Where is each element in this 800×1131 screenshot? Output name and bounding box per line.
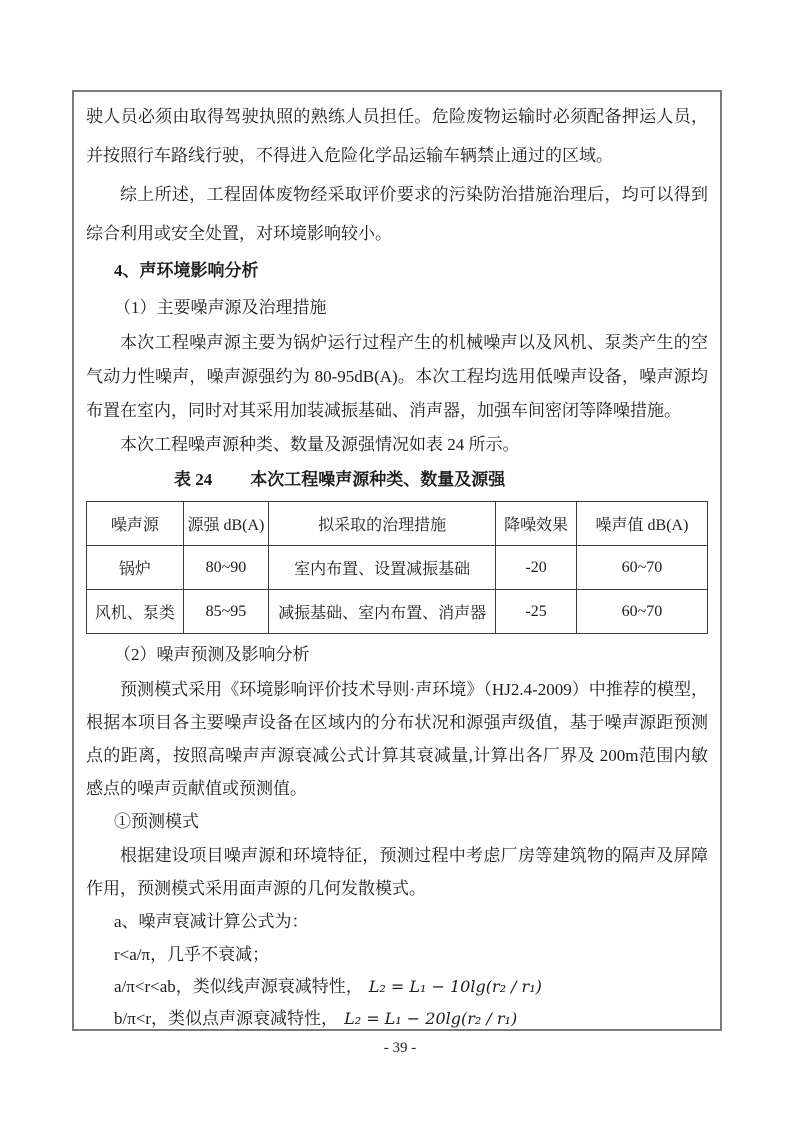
cell-effect: -25	[496, 590, 577, 634]
table-caption-label: 表 24	[174, 470, 213, 489]
cell-measures: 室内布置、设置减振基础	[268, 546, 495, 590]
cell-value: 60~70	[576, 590, 707, 634]
formula-condition: b/π<r，类似点声源衰减特性，	[114, 1009, 339, 1028]
cell-source: 锅炉	[87, 546, 184, 590]
cell-effect: -20	[496, 546, 577, 590]
paragraph-noise-sources: 本次工程噪声源主要为锅炉运行过程产生的机械噪声以及风机、泵类产生的空气动力性噪声，噪声源强约为 80-95dB(A)。本次工程均选用低噪声设备，噪声源均布置在室内，同时对其采用加装减振基础、消声器，加强车间密闭等降噪措施。	[86, 333, 708, 420]
heading-prediction-mode: ①预测模式	[114, 812, 199, 831]
paragraph-prediction-model: 预测模式采用《环境影响评价技术导则·声环境》（HJ2.4-2009）中推荐的模型，根据本项目各主要噪声设备在区域内的分布状况和源强声级值，基于噪声源距预测点的距离，按照高噪声声源衰减公式计算其衰减量,计算出各厂界及 200m范围内敏感点的噪声贡献值或预测值。	[86, 680, 708, 798]
table-header-source-level: 源强 dB(A)	[183, 502, 268, 546]
table-row-fans-pumps	[87, 590, 708, 634]
paragraph-model-description: 根据建设项目噪声源和环境特征，预测过程中考虑厂房等建筑物的隔声及屏障作用，预测模式采用面声源的几何发散模式。	[86, 846, 708, 898]
table-caption-title: 本次工程噪声源种类、数量及源强	[250, 470, 506, 489]
formula-condition: a/π<r<ab，类似线声源衰减特性，	[114, 977, 363, 996]
formula-expression: L₂ = L₁ − 10lg(r₂ / r₁)	[368, 977, 542, 996]
heading-main-noise-sources: （1）主要噪声源及治理措施	[114, 298, 327, 317]
cell-level: 80~90	[183, 546, 268, 590]
formula-expression: L₂ = L₁ − 20lg(r₂ / r₁)	[344, 1009, 518, 1028]
table-header-row	[87, 502, 708, 546]
table-header-noise-value: 噪声值 dB(A)	[576, 502, 707, 546]
heading-acoustic-environment-analysis: 4、声环境影响分析	[114, 261, 259, 280]
table-header-measures: 拟采取的治理措施	[268, 502, 495, 546]
table-header-noise-source: 噪声源	[87, 502, 184, 546]
paragraph-table-intro: 本次工程噪声源种类、数量及源强情况如表 24 所示。	[120, 435, 520, 454]
formula-condition: r<a/π，几乎不衰减；	[114, 945, 270, 964]
cell-measures: 减振基础、室内布置、消声器	[268, 590, 495, 634]
paragraph-transport-continuation: 驶人员必须由取得驾驶执照的熟练人员担任。危险废物运输时必须配备押运人员，并按照行车路线行驶，不得进入危险化学品运输车辆禁止通过的区域。	[86, 107, 708, 165]
cell-level: 85~95	[183, 590, 268, 634]
paragraph-solid-waste-summary: 综上所述，工程固体废物经采取评价要求的污染防治措施治理后，均可以得到综合利用或安全处置，对环境影响较小。	[86, 185, 708, 243]
formula-intro-line: a、噪声衰减计算公式为：	[114, 912, 309, 931]
table-caption	[86, 463, 708, 497]
formula-line-no-attenuation	[86, 939, 708, 971]
heading-noise-prediction: （2）噪声预测及影响分析	[114, 645, 310, 664]
table-header-reduction-effect: 降噪效果	[496, 502, 577, 546]
cell-value: 60~70	[576, 546, 707, 590]
formula-line-line-source	[86, 971, 708, 1003]
formula-line-point-source	[86, 1003, 708, 1031]
table-row-boiler	[87, 546, 708, 590]
noise-source-table	[86, 501, 708, 634]
page-number: - 39 -	[383, 1040, 417, 1056]
content-border-box	[72, 90, 722, 1031]
cell-source: 风机、泵类	[87, 590, 184, 634]
